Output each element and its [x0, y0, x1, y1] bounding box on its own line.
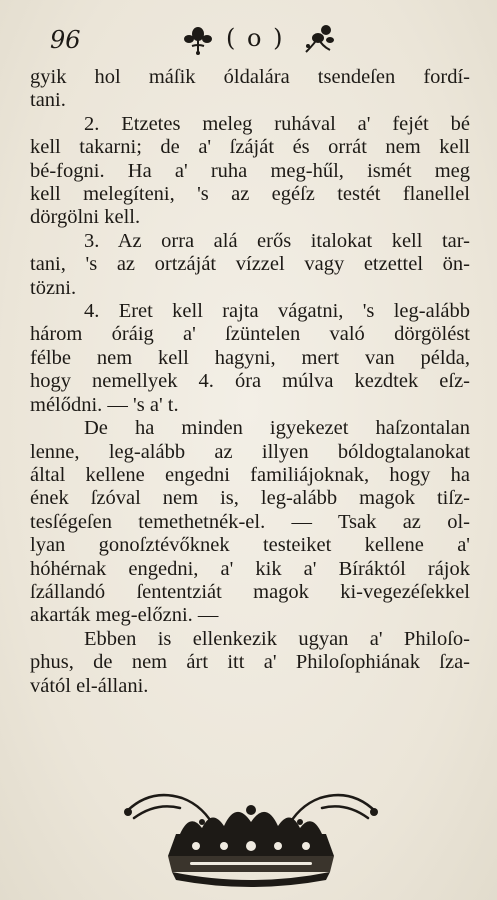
text-line: De ha minden igyekezet haſzontalan	[84, 417, 470, 440]
text-line: ének ſzóval nem is, leg-alább magok tiſz-	[30, 487, 470, 510]
text-line: phus, de nem árt itt a' Philoſophiának ſza-	[30, 651, 470, 674]
text-line: három óráig a' ſzüntelen való dörgölést	[30, 323, 470, 346]
text-line: kell melegíteni, 's az egéſz testét flanellel	[30, 183, 470, 206]
page-header	[0, 22, 497, 62]
text-line: tözni.	[30, 276, 77, 299]
text-line: mélődni. — 's a' t.	[30, 393, 179, 416]
text-line: vától el-állani.	[30, 674, 149, 697]
crown-tailpiece-icon	[120, 772, 382, 892]
text-line: 2. Etzetes meleg ruhával a' fejét bé	[84, 112, 470, 135]
text-line: 3. Az orra alá erős italokat kell tar-	[84, 229, 470, 252]
text-line: tani.	[30, 89, 66, 112]
text-line: bé-fogni. Ha a' ruha meg-hűl, ismét meg	[30, 159, 470, 182]
signature-mark: ( o )	[226, 24, 285, 52]
text-line: félbe nem kell hagyni, mert van példa,	[30, 346, 470, 369]
text-line: hogy nemellyek 4. óra múlva kezdtek eſz-	[30, 370, 470, 393]
text-line: akarták meg-előzni. —	[30, 604, 219, 627]
floral-ornament-left-icon	[180, 22, 216, 56]
text-line: Ebben is ellenkezik ugyan a' Philoſo-	[84, 627, 470, 650]
text-line: gyik hol máſik óldalára tsendeſen fordí-	[30, 66, 470, 88]
text-line: lenne, leg-alább az illyen bóldogtalanokat	[30, 440, 470, 463]
text-line: által kellene engedni familiájoknak, hogy ha	[30, 463, 470, 486]
text-line: kell takarni; de a' ſzáját és orrát nem kell	[30, 136, 470, 159]
text-line: lyan gonoſztévőknek testeiket kellene a'	[30, 534, 470, 557]
text-line: tani, 's az ortzáját vízzel vagy etzettel ön-	[30, 253, 470, 276]
page-number: 96	[50, 26, 81, 54]
text-line: tesſégeſen temethetnék-el. — Tsak az ol-	[30, 510, 470, 533]
floral-ornament-right-icon	[300, 22, 338, 56]
text-line: ſzállandó ſententziát magok ki-vegezéſekkel	[30, 580, 470, 603]
body-text	[30, 66, 470, 698]
text-line: dörgölni kell.	[30, 206, 141, 229]
text-line: hóhérnak engedni, a' kik a' Bíráktól rájok	[30, 557, 470, 580]
text-line: 4. Eret kell rajta vágatni, 's leg-alább	[84, 300, 470, 323]
